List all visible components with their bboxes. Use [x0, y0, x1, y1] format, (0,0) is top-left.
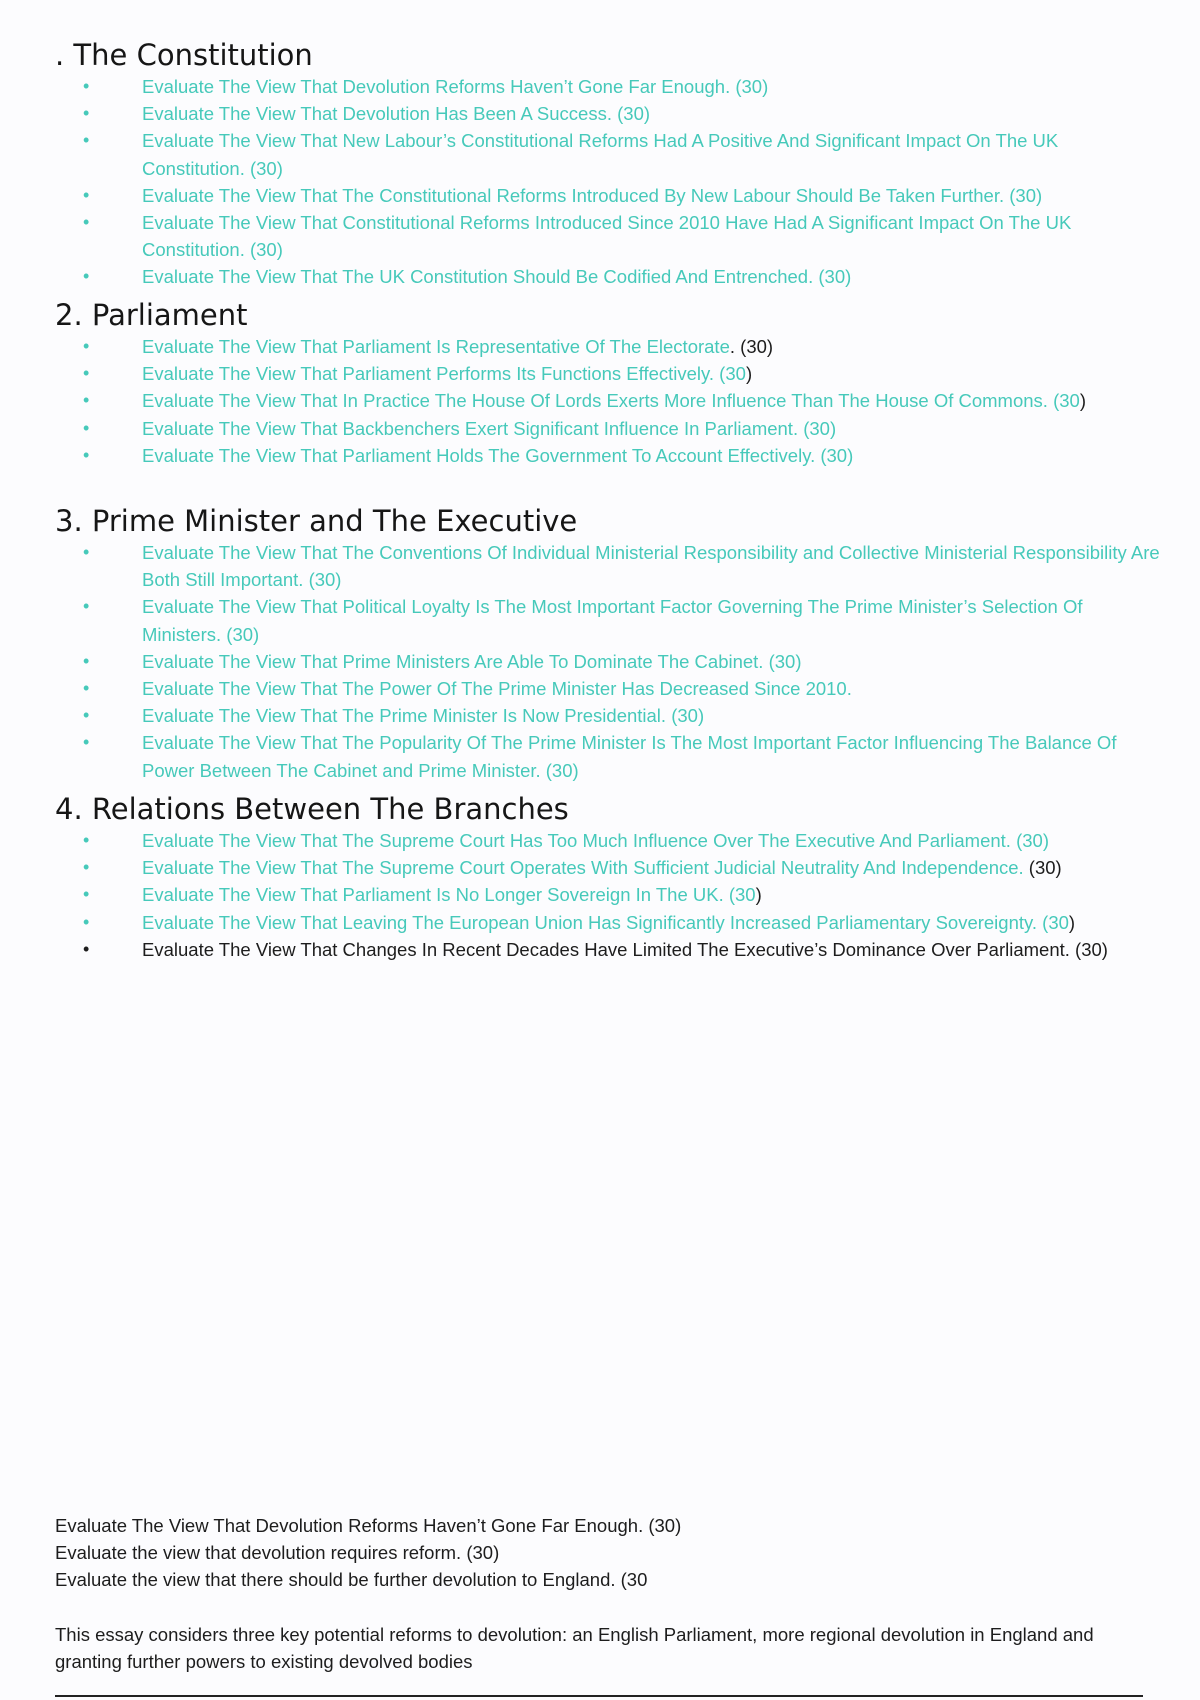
question-link[interactable]: Evaluate The View That Constitutional Reforms Introduced Since 2010 Have Had A Significant Impact On The UK Constitution. (30) — [142, 212, 1072, 261]
list-item — [55, 854, 1165, 881]
list-item — [55, 593, 1165, 647]
question-tail: Evaluate The View That Changes In Recent Decades Have Limited The Executive’s Dominance Over Parliament. (30) — [142, 938, 1108, 960]
list-item — [55, 675, 1165, 702]
section-heading: 2. Parliament — [55, 298, 248, 332]
horizontal-rule — [55, 1695, 1143, 1697]
question-link[interactable]: Evaluate The View That Prime Ministers Are Able To Dominate The Cabinet. (30) — [142, 650, 802, 672]
question-tail: . (30) — [729, 336, 774, 357]
list-item — [55, 360, 1165, 387]
question-link[interactable]: Evaluate The View That Devolution Reforms Haven’t Gone Far Enough. (30) — [142, 76, 769, 97]
question-link[interactable]: Evaluate The View That Leaving The European Union Has Significantly Increased Parliamentary Sovereignty. (30 — [142, 911, 1069, 933]
section-heading: 3. Prime Minister and The Executive — [55, 504, 578, 538]
question-tail: ) — [755, 884, 762, 906]
essay-question: Evaluate the view that there should be further devolution to England. (30 — [55, 1569, 648, 1591]
list-item — [55, 333, 1165, 360]
essay-intro: This essay considers three key potential reforms to devolution: an English Parliament, more regional devolution in England and granting further powers to existing devolved bodies — [55, 1623, 1094, 1672]
list-item — [55, 648, 1165, 675]
list-item — [55, 702, 1165, 729]
essay-notes — [55, 1512, 1165, 1675]
question-link[interactable]: Evaluate The View That The Constitutional Reforms Introduced By New Labour Should Be Taken Further. (30) — [142, 184, 1043, 206]
question-link[interactable]: Evaluate The View That Parliament Is Representative Of The Electorate — [142, 336, 730, 357]
essay-question: Evaluate the view that devolution requires reform. (30) — [55, 1542, 500, 1564]
question-link[interactable]: Evaluate The View That The Supreme Court Operates With Sufficient Judicial Neutrality And Independence. — [142, 857, 1024, 879]
list-item — [55, 881, 1165, 908]
question-link[interactable]: Evaluate The View That Parliament Holds The Government To Account Effectively. (30) — [142, 444, 854, 466]
list-item — [55, 442, 1165, 469]
question-link[interactable]: Evaluate The View That Parliament Performs Its Functions Effectively. (30 — [142, 363, 746, 385]
section-heading: . The Constitution — [55, 38, 313, 72]
question-list — [55, 333, 1165, 469]
question-tail: (30) — [1023, 857, 1062, 879]
section-prime-minister — [55, 503, 1165, 784]
question-list — [55, 539, 1165, 784]
list-item — [55, 936, 1165, 963]
question-link[interactable]: Evaluate The View That New Labour’s Constitutional Reforms Had A Positive And Significant Impact On The UK Constitution. (30) — [142, 130, 1059, 179]
question-list — [55, 827, 1165, 963]
question-link[interactable]: Evaluate The View That The Supreme Court Has Too Much Influence Over The Executive And Parliament. (30) — [142, 830, 1049, 851]
question-link[interactable]: Evaluate The View That Parliament Is No Longer Sovereign In The UK. (30 — [142, 884, 756, 906]
list-item — [55, 100, 1165, 127]
question-link[interactable]: Evaluate The View That Political Loyalty Is The Most Important Factor Governing The Prime Minister’s Selection Of Ministers. (30) — [142, 596, 1083, 645]
list-item — [55, 263, 1165, 290]
question-link[interactable]: Evaluate The View That The Prime Minister Is Now Presidential. (30) — [142, 705, 705, 727]
list-item — [55, 182, 1165, 209]
list-item — [55, 729, 1165, 783]
question-link[interactable]: Evaluate The View That The Power Of The Prime Minister Has Decreased Since 2010. — [142, 678, 852, 700]
question-tail: ) — [1068, 911, 1076, 933]
question-tail: ) — [1079, 390, 1086, 412]
list-item — [55, 127, 1165, 181]
list-item — [55, 73, 1165, 100]
list-item — [55, 387, 1165, 414]
question-link[interactable]: Evaluate The View That The Conventions Of Individual Ministerial Responsibility and Collective Ministerial Responsibility Are Both Still Important. (30) — [142, 542, 1160, 591]
question-link[interactable]: Evaluate The View That Devolution Has Been A Success. (30) — [142, 103, 651, 125]
question-link[interactable]: Evaluate The View That The UK Constitution Should Be Codified And Entrenched. (30) — [142, 266, 852, 288]
question-tail: ) — [745, 363, 753, 385]
question-link[interactable]: Evaluate The View That Backbenchers Exert Significant Influence In Parliament. (30) — [142, 417, 837, 439]
list-item — [55, 209, 1165, 263]
section-parliament — [55, 297, 1165, 469]
section-constitution — [55, 37, 1165, 291]
question-link[interactable]: Evaluate The View That The Popularity Of The Prime Minister Is The Most Important Factor Influencing The Balance Of Power Between The Cabinet and Prime Minister. (30) — [142, 732, 1117, 781]
section-relations — [55, 791, 1165, 963]
list-item — [55, 909, 1165, 936]
list-item — [55, 827, 1165, 854]
question-link[interactable]: Evaluate The View That In Practice The House Of Lords Exerts More Influence Than The House Of Commons. (30 — [142, 390, 1080, 412]
list-item — [55, 539, 1165, 593]
section-heading: 4. Relations Between The Branches — [55, 792, 569, 826]
list-item — [55, 415, 1165, 442]
question-list — [55, 73, 1165, 291]
essay-question: Evaluate The View That Devolution Reforms Haven’t Gone Far Enough. (30) — [55, 1515, 682, 1536]
